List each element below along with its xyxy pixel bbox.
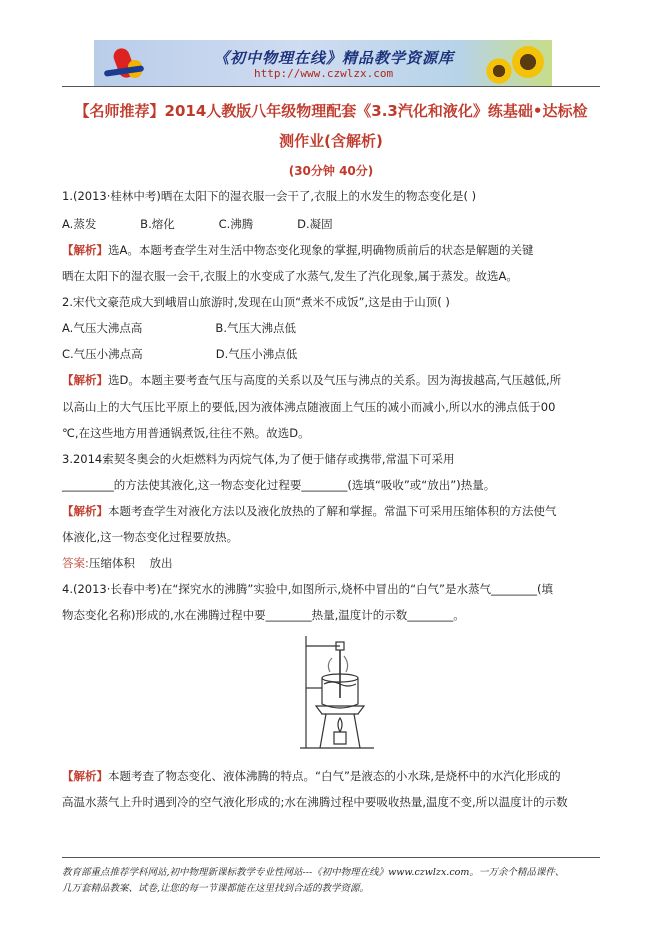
q2-explanation-line-3: ℃,在这些地方用普通锅煮饭,往往不熟。故选D。 (62, 426, 310, 440)
title-line-2: 测作业(含解析) (279, 132, 383, 150)
time-score: (30分钟 40分) (288, 164, 374, 178)
q4-explanation-line-1: 【解析】本题考查了物态变化、液体沸腾的特点。“白气”是液态的小水珠,是烧杯中的水汽化形成的 (62, 769, 561, 783)
header-banner (94, 40, 552, 86)
q3-stem-line-2: _________的方法使其液化,这一物态变化过程要________(选填“吸收”或“放出”)热量。 (62, 478, 496, 492)
q4-stem-line-1: 4.(2013·长春中考)在“探究水的沸腾”实验中,如图所示,烧杯中冒出的“白气”是水蒸气________(填 (62, 582, 553, 596)
alcohol-lamp (334, 732, 346, 744)
q2-explanation-line-1: 【解析】选D。本题主要考查气压与高度的关系以及气压与沸点的关系。因为海拔越高,气压越低,所 (62, 373, 562, 387)
footer-line-1: 教育部重点推荐学科网站,初中物理新课标教学专业性网站---《初中物理在线》www.czwlzx.com。一万余个精品课件、 (62, 867, 565, 878)
q4-stem-line-2: 物态变化名称)形成的,水在沸腾过程中要________热量,温度计的示数________。 (62, 608, 465, 622)
q1-stem: 1.(2013·桂林中考)晒在太阳下的湿衣服一会干了,衣服上的水发生的物态变化是( ) (62, 189, 477, 203)
boiling-apparatus-figure (298, 632, 378, 752)
explanation-tag: 【解析】 (62, 504, 108, 518)
page-title (62, 96, 600, 156)
banner-title: 《初中物理在线》精品教学资源库 (214, 49, 455, 67)
answer-label: 答案: (62, 556, 89, 570)
flame (338, 718, 342, 732)
explanation-tag: 【解析】 (62, 243, 108, 257)
footer-divider (62, 857, 600, 858)
explanation-tag: 【解析】 (62, 769, 108, 783)
q3-answer: 答案:压缩体积 放出 (62, 556, 173, 570)
sunflower-icon (486, 58, 512, 84)
explanation-tag: 【解析】 (62, 373, 108, 387)
q1-explanation-line-2: 晒在太阳下的湿衣服一会干,衣服上的水变成了水蒸气,发生了汽化现象,属于蒸发。故选A。 (62, 269, 518, 283)
header-divider (62, 86, 600, 87)
title-line-1: 【名师推荐】2014人教版八年级物理配套《3.3汽化和液化》练基础•达标检 (74, 102, 588, 120)
q2-options-ab: A.气压大沸点高 B.气压大沸点低 (62, 321, 296, 335)
wire-gauze (316, 706, 364, 714)
q1-explanation-line-1: 【解析】选A。本题考查学生对生活中物态变化现象的掌握,明确物质前后的状态是解题的关键 (62, 243, 534, 257)
tripod-leg-left (320, 714, 326, 748)
q3-explanation-line-2: 体液化,这一物态变化过程要放热。 (62, 530, 239, 544)
q3-stem-line-1: 3.2014索契冬奥会的火炬燃料为丙烷气体,为了便于储存或携带,常温下可采用 (62, 452, 455, 466)
white-vapor (328, 656, 347, 672)
q3-explanation-line-1: 【解析】本题考查学生对液化方法以及液化放热的了解和掌握。常温下可采用压缩体积的方法使气 (62, 504, 557, 518)
banner-url[interactable]: http://www.czwlzx.com (254, 67, 394, 80)
q4-explanation-line-2: 高温水蒸气上升时遇到冷的空气液化形成的;水在沸腾过程中要吸收热量,温度不变,所以温度计的示数 (62, 795, 568, 809)
sunflower-icon (512, 46, 544, 78)
q1-options: A.蒸发 B.熔化 C.沸腾 D.凝固 (62, 217, 333, 231)
tripod-leg-right (354, 714, 360, 748)
q2-options-cd: C.气压小沸点高 D.气压小沸点低 (62, 347, 298, 361)
q2-explanation-line-2: 以高山上的大气压比平原上的要低,因为液体沸点随液面上气压的减小而减小,所以水的沸点低于00 (62, 400, 556, 414)
footer-line-2: 几万套精品教案、试卷,让您的每一节课都能在这里找到合适的教学资源。 (62, 883, 370, 894)
q2-stem: 2.宋代文豪范成大到峨眉山旅游时,发现在山顶“煮米不成饭”,这是由于山顶( ) (62, 295, 450, 309)
